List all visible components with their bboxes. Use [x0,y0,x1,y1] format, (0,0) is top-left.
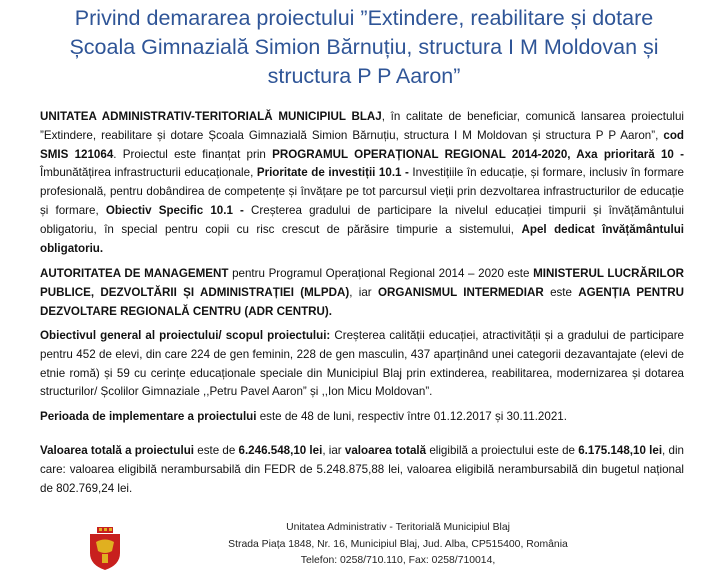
footer-address: Strada Piața 1848, Nr. 16, Municipiul Blaj, Jud. Alba, CP515400, România [228,538,568,550]
paragraph-authorities: AUTORITATEA DE MANAGEMENT pentru Programul Operațional Regional 2014 – 2020 este MINISTERUL LUCRĂRILOR PUBLICE, DEZVOLTĂRII ȘI ADMINISTRAȚIEI (MLPDA), iar ORGANISMUL INTERMEDIAR este AGENȚIA PENTRU DEZVOLTARE REGIONALĂ CENTRU (ADR CENTRU). [40,267,684,318]
call-name: Apel dedicat învățământului obligatoriu. [40,222,684,255]
title-line-3: structura P P Aaron” [267,64,461,88]
specific-objective: Obiectiv Specific 10.1 - [105,203,244,217]
footer-phone: Telefon: 0258/710.110, Fax: 0258/710014, [300,555,496,566]
paragraph-beneficiary: UNITATEA ADMINISTRATIV-TERITORIALĂ MUNICIPIUL BLAJ, în calitate de beneficiar, comunică lansarea proiectului ”Extindere, reabilitare și dotare Școala Gimnazială Simion Bărnuțiu, structura I M Moldovan și structura P P Aaron”, cod SMIS 121064. Proiectul este finanțat prin PROGRAMUL OPERAȚIONAL REGIONAL 2014-2020, Axa prioritară 10 - Îmbunătățirea infrastructurii educaționale, Prioritate de investiții 10.1 - Investițiile în educație, și formare, inclusiv în formare profesională, pentru dobândirea de competențe și învățare pe tot parcursul vieții prin dezvoltarea infrastructurilor de educație și formare, Obiectiv Specific 10.1 - Creșterea gradului de participare la nivelul educației timpurii și învățământului obligatoriu, în special pentru copii cu risc crescut de părăsire timpurie a sistemului, Apel dedicat învățământului obligatoriu. [40,110,684,255]
paragraph-objective: Obiectivul general al proiectului/ scopul proiectului: Creșterea calității educației, atractivității și a gradului de participare pentru 452 de elevi, din care 224 de gen feminin, 228 de gen masculin, 437 aparținând unei categorii dezavantajate (elevi de etnie romă) și 59 cu cerințe educaționale speciale din Municipiul Blaj prin extinderea, reabilitarea, modernizarea și dotarea structurilor/ Școlilor Gimnaziale ,,Petru Pavel Aaron” și ,,Ion Micu Moldovan”. [40,329,685,399]
footer-institution: Unitatea Administrativ - Teritorială Municipiul Blaj [286,522,510,533]
title-line-1: Privind demararea proiectului ”Extindere, reabilitare și dotare [74,6,654,30]
program-name: PROGRAMUL OPERAȚIONAL REGIONAL 2014-2020, Axa prioritară 10 - [272,147,684,161]
title-line-2: Școala Gimnazială Simion Bărnuțiu, structura I M Moldovan și [69,35,659,59]
smis-code: cod SMIS 121064 [40,128,684,161]
paragraph-period: Perioada de implementare a proiectului este de 48 de luni, respectiv între 01.12.2017 și 30.11.2021. [40,410,567,423]
page-title [40,4,688,91]
city-crest-icon [88,527,122,570]
investment-priority: Prioritate de investiții 10.1 - [256,166,409,180]
paragraph-value: Valoarea totală a proiectului este de 6.246.548,10 lei, iar valoarea totală eligibilă a proiectului este de 6.175.148,10 lei, din care: valoarea eligibilă nerambursabilă din FEDR de 5.248.875,88 lei, valoarea eligibilă nerambursabilă din bugetul național de 802.769,24 lei. [40,444,684,495]
beneficiary-name: UNITATEA ADMINISTRATIV-TERITORIALĂ MUNICIPIUL BLAJ [40,110,382,123]
footer-contact [178,520,618,570]
